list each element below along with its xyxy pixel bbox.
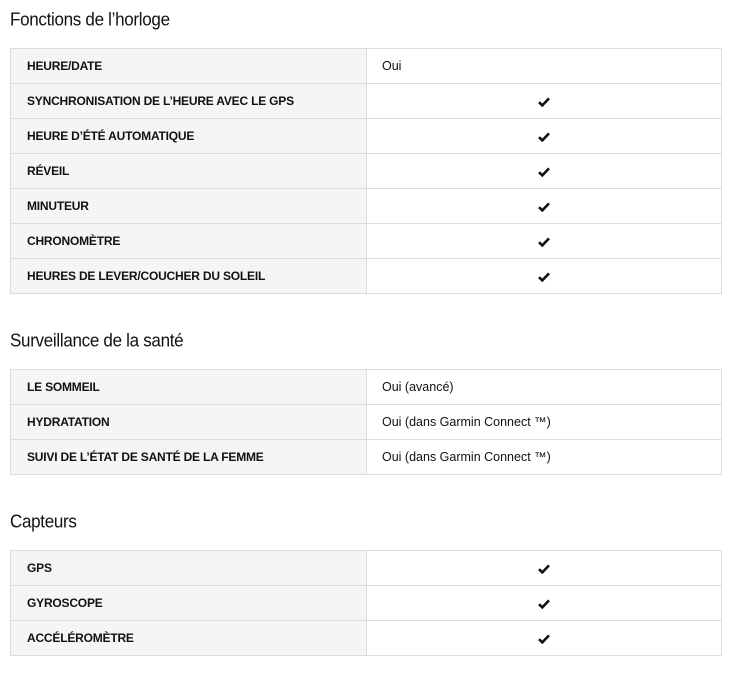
row-value: [367, 224, 722, 259]
checkmark-icon: [538, 564, 550, 574]
table-row: [11, 49, 722, 84]
row-value: [367, 586, 722, 621]
checkmark-icon: [538, 202, 550, 212]
table-row: [11, 440, 722, 475]
row-value: [367, 84, 722, 119]
table-row: [11, 586, 722, 621]
row-value: Oui (avancé): [367, 370, 722, 405]
row-value: [367, 119, 722, 154]
checkmark-icon: [538, 167, 550, 177]
table-row: [11, 119, 722, 154]
checkmark-icon: [538, 272, 550, 282]
table-row: [11, 405, 722, 440]
section-health-monitoring: [10, 329, 722, 351]
row-value: [367, 551, 722, 586]
row-label: MINUTEUR: [11, 189, 367, 224]
section-title: Capteurs: [10, 511, 77, 532]
row-label: CHRONOMÈTRE: [11, 224, 367, 259]
section-clock-features: [10, 8, 722, 30]
table-row: [11, 224, 722, 259]
row-label: SYNCHRONISATION DE L’HEURE AVEC LE GPS: [11, 84, 367, 119]
checkmark-icon: [538, 97, 550, 107]
checkmark-icon: [538, 634, 550, 644]
checkmark-icon: [538, 132, 550, 142]
row-label: GYROSCOPE: [11, 586, 367, 621]
row-value: [367, 621, 722, 656]
row-value: [367, 189, 722, 224]
table-row: [11, 621, 722, 656]
table-row: [11, 189, 722, 224]
row-label: LE SOMMEIL: [11, 370, 367, 405]
table-row: [11, 370, 722, 405]
table-row: [11, 551, 722, 586]
row-value: [367, 259, 722, 294]
section-title: Fonctions de l’horloge: [10, 9, 170, 30]
row-value: Oui: [367, 49, 722, 84]
row-value: Oui (dans Garmin Connect ™): [367, 440, 722, 475]
clock-features-table: [10, 48, 722, 294]
row-label: HEURE D’ÉTÉ AUTOMATIQUE: [11, 119, 367, 154]
table-row: [11, 154, 722, 189]
row-label: HEURE/DATE: [11, 49, 367, 84]
health-monitoring-table: [10, 369, 722, 475]
row-value: [367, 154, 722, 189]
row-label: GPS: [11, 551, 367, 586]
row-label: ACCÉLÉROMÈTRE: [11, 621, 367, 656]
row-label: HEURES DE LEVER/COUCHER DU SOLEIL: [11, 259, 367, 294]
checkmark-icon: [538, 237, 550, 247]
section-sensors: [10, 510, 722, 532]
checkmark-icon: [538, 599, 550, 609]
sensors-table: [10, 550, 722, 656]
table-row: [11, 84, 722, 119]
row-label: RÉVEIL: [11, 154, 367, 189]
table-row: [11, 259, 722, 294]
row-label: SUIVI DE L’ÉTAT DE SANTÉ DE LA FEMME: [11, 440, 367, 475]
row-value: Oui (dans Garmin Connect ™): [367, 405, 722, 440]
section-title: Surveillance de la santé: [10, 330, 184, 351]
row-label: HYDRATATION: [11, 405, 367, 440]
